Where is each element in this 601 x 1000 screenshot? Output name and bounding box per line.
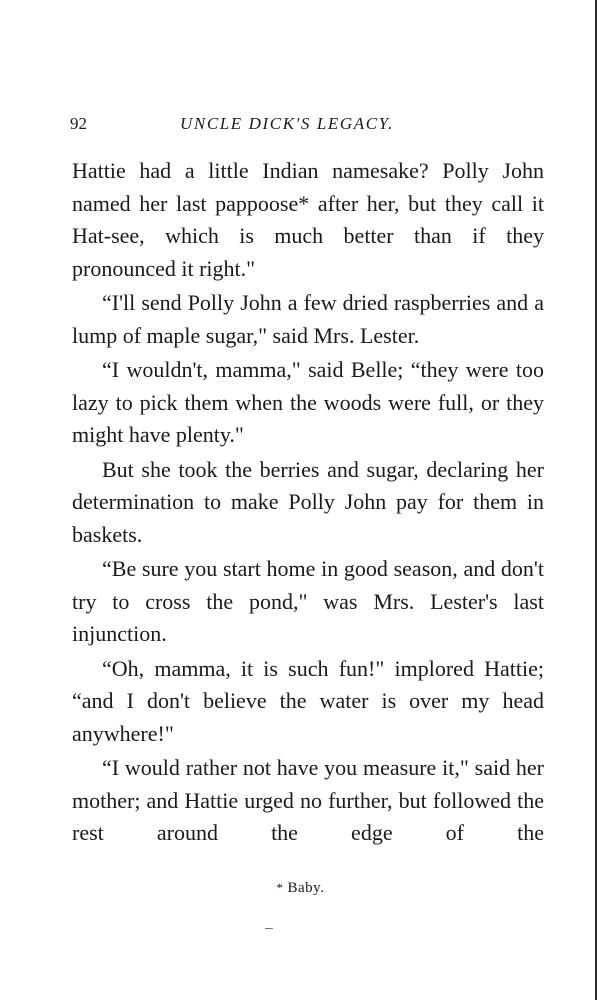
paragraph-2: “I'll send Polly John a few dried raspberries and a lump of maple sugar," said Mrs. Lester.: [72, 290, 544, 348]
paragraph-3: “I wouldn't, mamma," said Belle; “they were too lazy to pick them when the woods were full, or they might have plenty.": [72, 357, 544, 447]
running-head: UNCLE DICK'S LEGACY.: [180, 114, 395, 133]
page-number: 92: [70, 114, 87, 133]
page-edge-line: [595, 0, 597, 1000]
paragraph-7: “I would rather not have you measure it," said her mother; and Hattie urged no further, but followed the rest around the edge of the: [72, 755, 544, 845]
footnote-text: Baby.: [287, 880, 325, 896]
body-text: [72, 155, 544, 850]
page-header: [70, 110, 545, 140]
footnote: [0, 880, 601, 897]
paragraph-1: Hattie had a little Indian namesake? Polly John named her last pappoose* after her, but they call it Hat-see, which is much better than if they pronounced it right.": [72, 158, 544, 281]
footnote-marker: *: [276, 880, 284, 895]
paragraph-5: “Be sure you start home in good season, and don't try to cross the pond," was Mrs. Lester's last injunction.: [72, 556, 544, 646]
paragraph-6: “Oh, mamma, it is such fun!" implored Hattie; “and I don't believe the water is over my head anywhere!": [72, 655, 544, 746]
paragraph-4: But she took the berries and sugar, declaring her determination to make Polly John pay for them in baskets.: [72, 456, 544, 547]
page-mark: [265, 928, 273, 929]
